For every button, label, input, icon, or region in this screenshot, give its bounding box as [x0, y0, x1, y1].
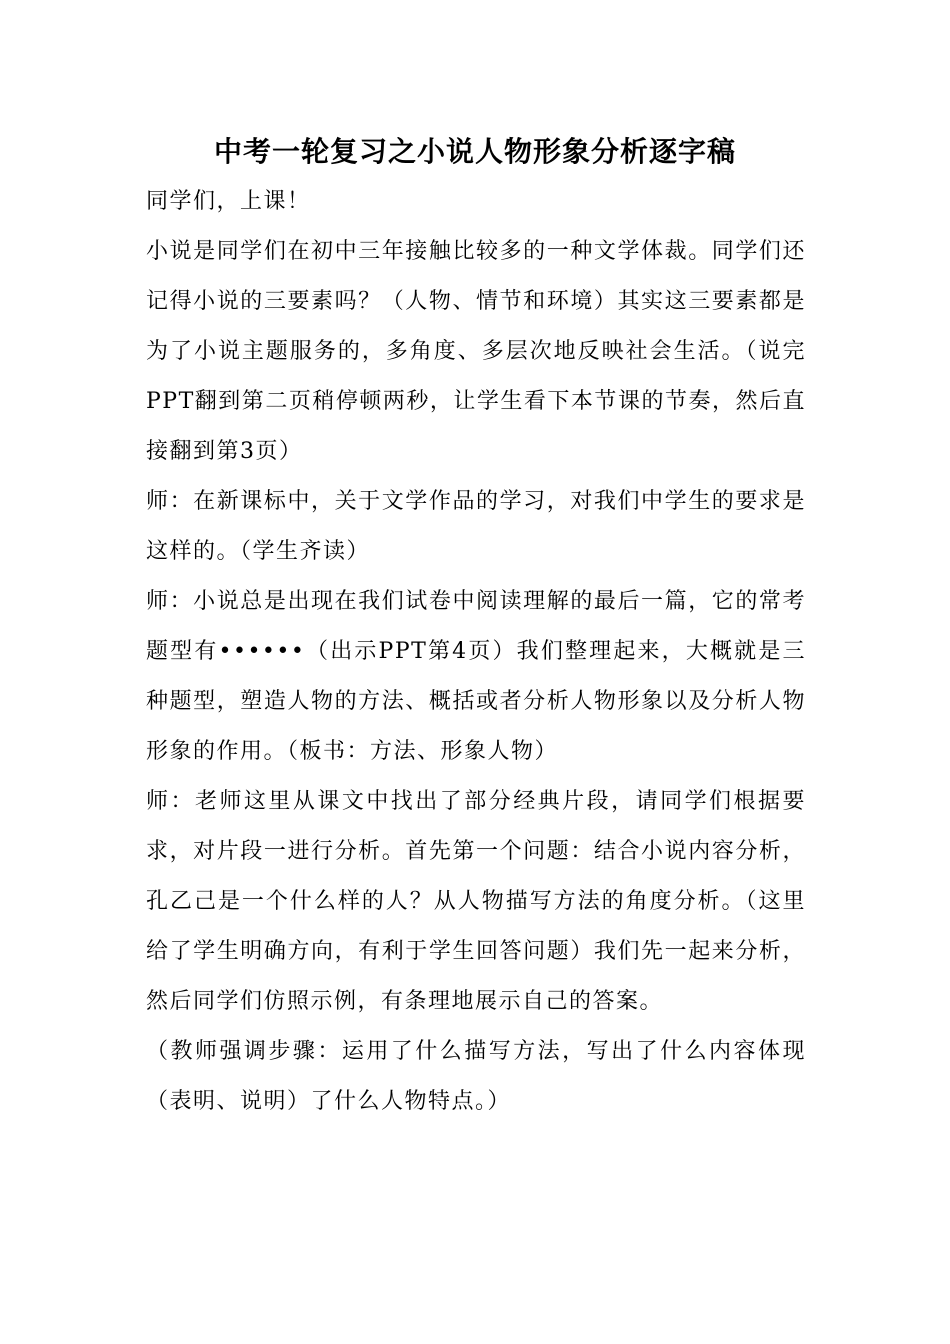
paragraph-question-types: 师：小说总是出现在我们试卷中阅读理解的最后一篇，它的常考题型有••••••（出示PPT第4页）我们整理起来，大概就是三种题型，塑造人物的方法、概括或者分析人物形象以及分析人物形象的作用。（板书：方法、形象人物）	[146, 589, 806, 764]
paragraph-curriculum: 师：在新课标中，关于文学作品的学习，对我们中学生的要求是这样的。（学生齐读）	[146, 489, 806, 564]
paragraph-steps: （教师强调步骤：运用了什么描写方法，写出了什么内容体现（表明、说明）了什么人物特点。）	[146, 1039, 806, 1114]
paragraph-analysis: 师：老师这里从课文中找出了部分经典片段，请同学们根据要求，对片段一进行分析。首先第一个问题：结合小说内容分析，孔乙己是一个什么样的人？从人物描写方法的角度分析。（这里给了学生明确方向，有利于学生回答问题）我们先一起来分析，然后同学们仿照示例，有条理地展示自己的答案。	[146, 789, 806, 1014]
paragraph-intro: 小说是同学们在初中三年接触比较多的一种文学体裁。同学们还记得小说的三要素吗？（人物、情节和环境）其实这三要素都是为了小说主题服务的，多角度、多层次地反映社会生活。（说完PPT翻到第二页稍停顿两秒，让学生看下本节课的节奏，然后直接翻到第3页）	[146, 239, 806, 464]
paragraph-greeting: 同学们，上课！	[146, 189, 311, 214]
document-title: 中考一轮复习之小说人物形象分析逐字稿	[213, 135, 736, 168]
document-body	[146, 177, 806, 1127]
